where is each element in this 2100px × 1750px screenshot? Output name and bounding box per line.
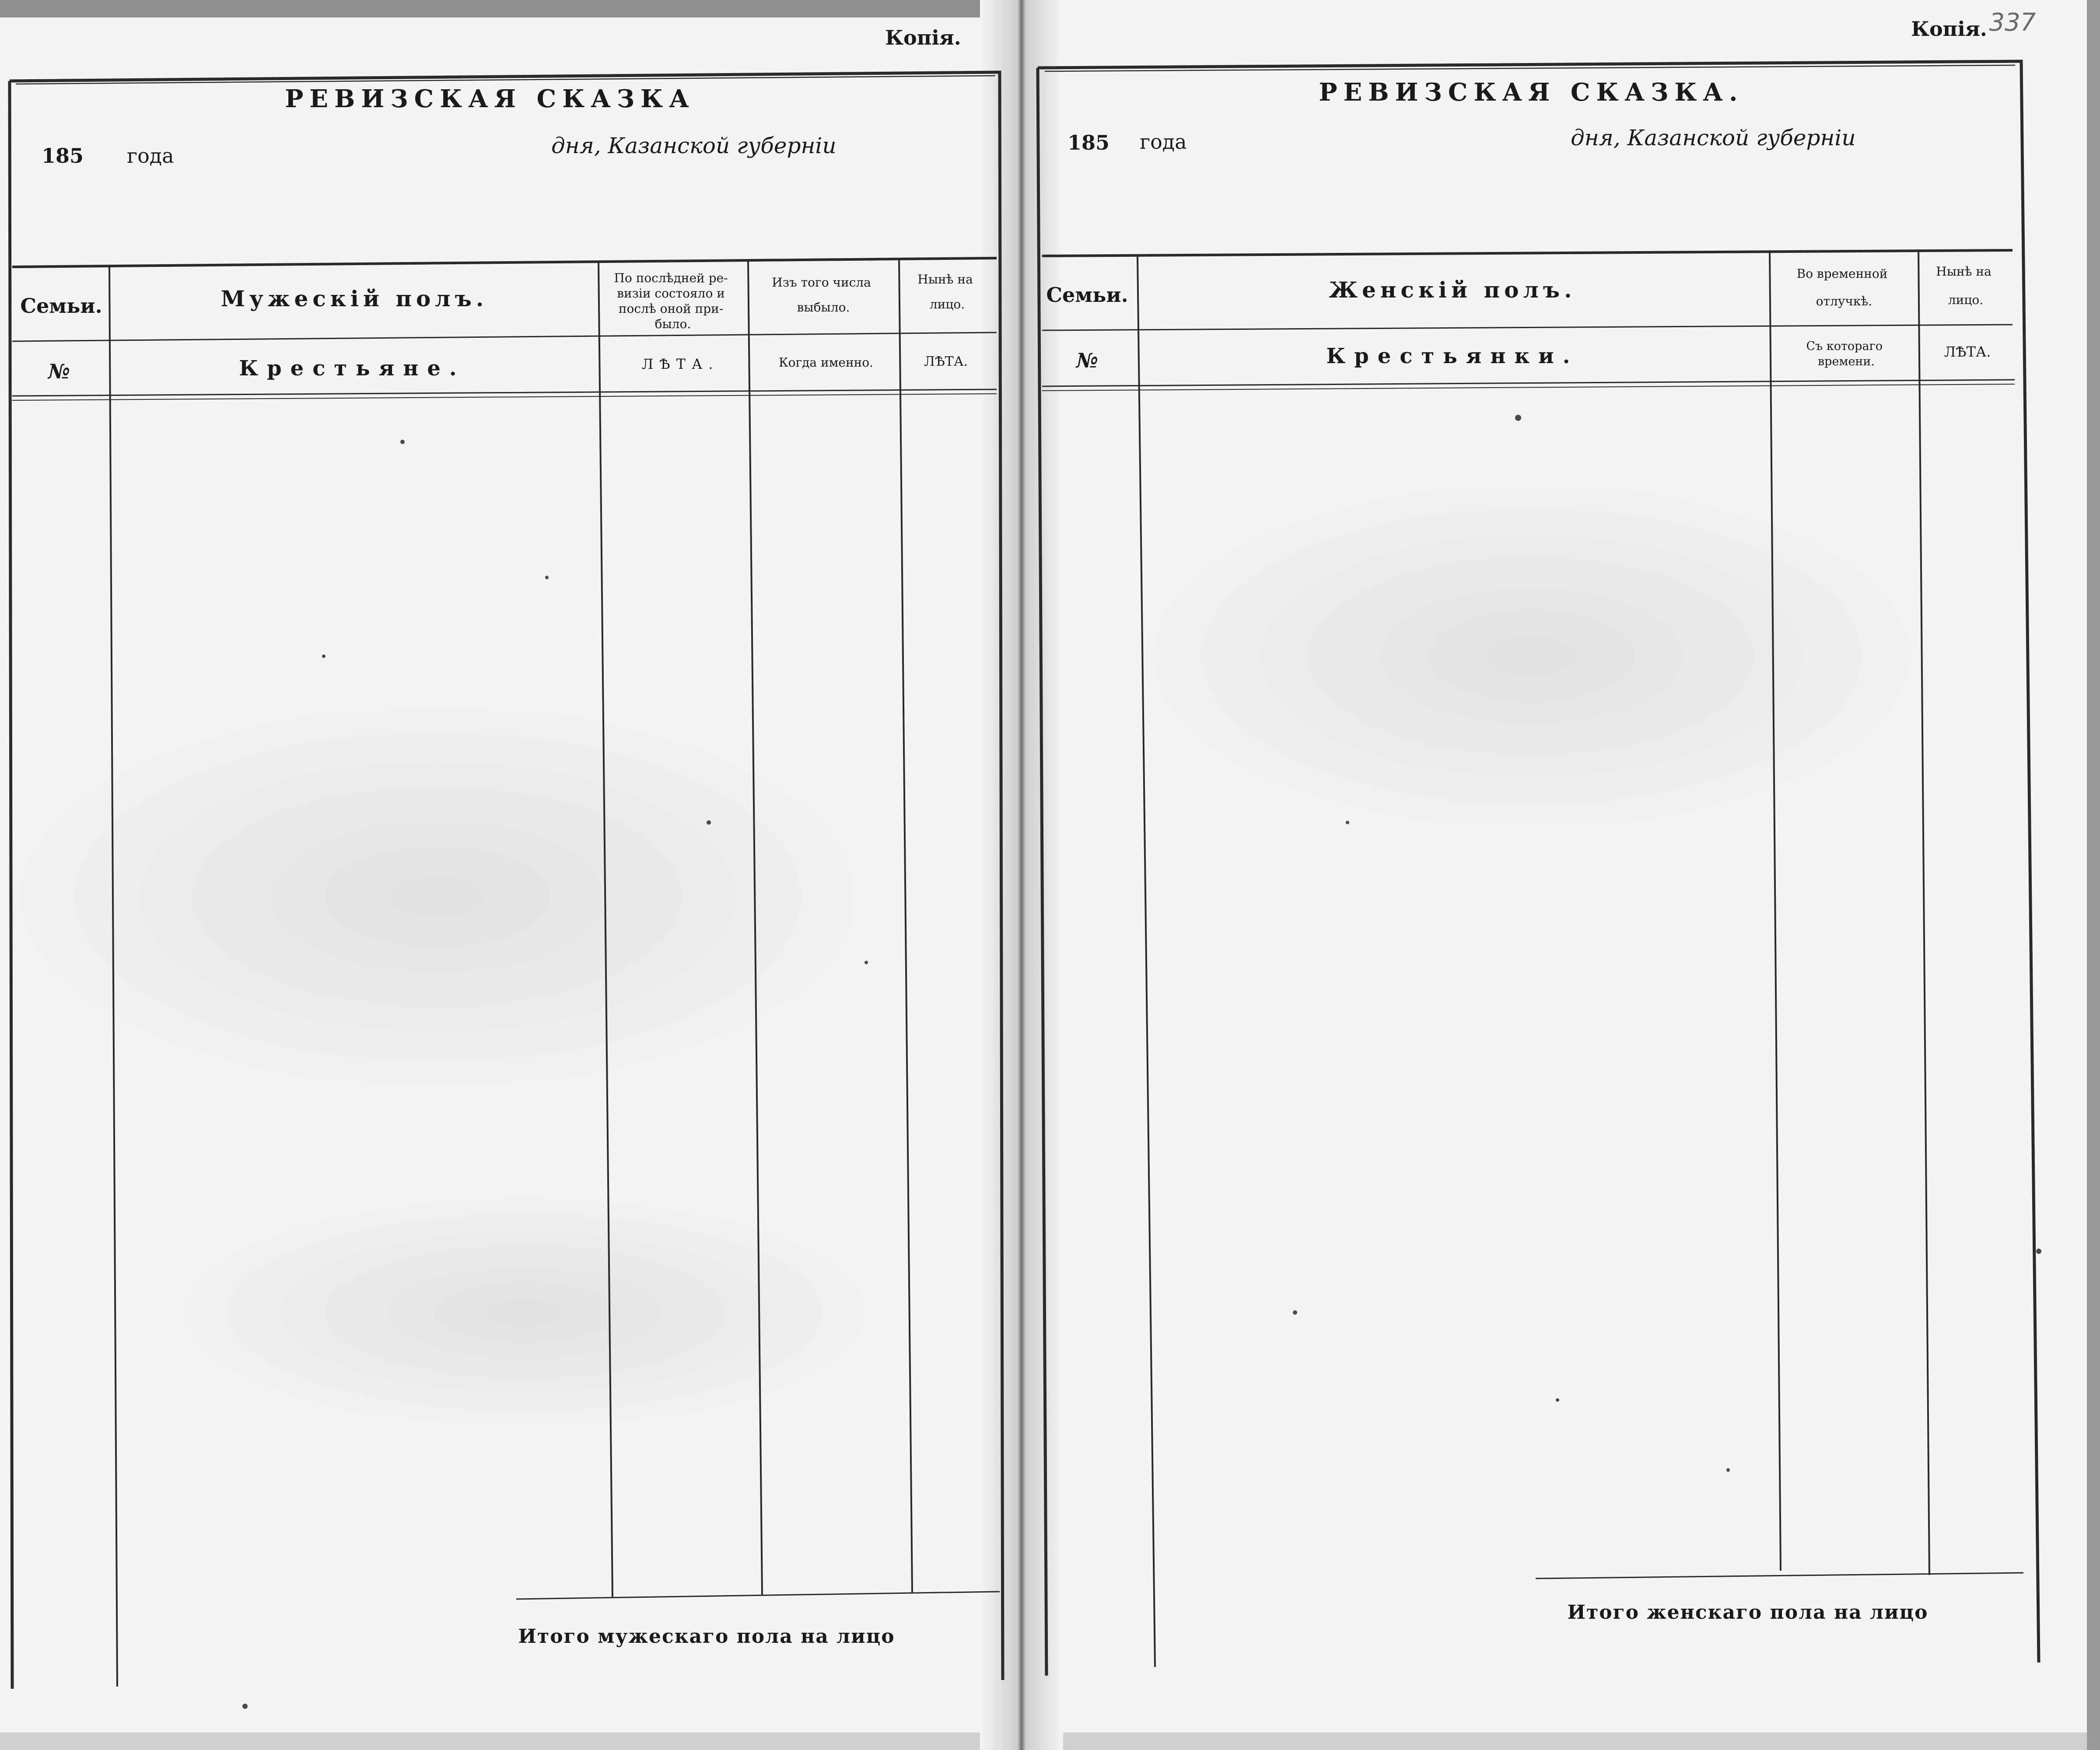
temporary-absence-header: Во временной отлучкѣ. bbox=[1796, 266, 1888, 308]
years-label: ЛѢТА. bbox=[641, 356, 719, 372]
estate-label: Крестьяне. bbox=[239, 356, 466, 381]
form-title: РЕВИЗСКАЯ СКАЗКА bbox=[285, 84, 695, 113]
male-total-label: Итого мужескаго пола на лицо bbox=[518, 1625, 895, 1648]
year-number: 185 bbox=[42, 144, 84, 168]
now-present-header: Нынѣ на лицо. bbox=[917, 272, 973, 312]
last-revision-header: По послѣдней ре- визіи состояло и послѣ оной при- было. bbox=[614, 271, 728, 331]
year-word: года bbox=[1140, 130, 1187, 154]
copy-mark: Копія. bbox=[1911, 17, 1987, 41]
female-total-label: Итого женскаго пола на лицо bbox=[1567, 1601, 1928, 1624]
years-now-label: ЛѢТА. bbox=[1944, 343, 1991, 360]
dropped-header: Изъ того числа выбыло. bbox=[772, 275, 871, 315]
day-gubernia: дня, Казанской губерніи bbox=[551, 133, 836, 158]
sex-column-header: Женскій полъ. bbox=[1329, 277, 1576, 303]
show-through-stain bbox=[131, 1181, 919, 1444]
year-word: года bbox=[127, 144, 174, 168]
show-through-stain bbox=[0, 678, 919, 1116]
years-now-label: ЛѢТА. bbox=[924, 354, 968, 369]
form-title: РЕВИЗСКАЯ СКАЗКА. bbox=[1319, 78, 1744, 107]
year-number: 185 bbox=[1068, 131, 1110, 154]
show-through-stain bbox=[1094, 459, 1969, 853]
sex-column-header: Мужескій полъ. bbox=[220, 286, 488, 312]
right-edge bbox=[2087, 0, 2100, 1750]
number-sign: № bbox=[1076, 349, 1098, 372]
now-present-header: Нынѣ на лицо. bbox=[1936, 264, 1992, 307]
folio-number: 337 bbox=[1989, 8, 2036, 37]
family-column-header: Семьи. bbox=[1046, 283, 1128, 307]
family-column-header: Семьи. bbox=[20, 294, 102, 318]
since-label: Съ котораго времени. bbox=[1806, 340, 1883, 368]
book-gutter bbox=[980, 0, 1063, 1750]
top-shadow bbox=[0, 0, 1006, 18]
copy-mark: Копія. bbox=[885, 26, 961, 49]
when-label: Когда именно. bbox=[778, 355, 874, 370]
number-sign: № bbox=[48, 360, 70, 383]
estate-label: Крестьянки. bbox=[1326, 344, 1579, 368]
day-gubernia: дня, Казанской губерніи bbox=[1571, 125, 1856, 150]
